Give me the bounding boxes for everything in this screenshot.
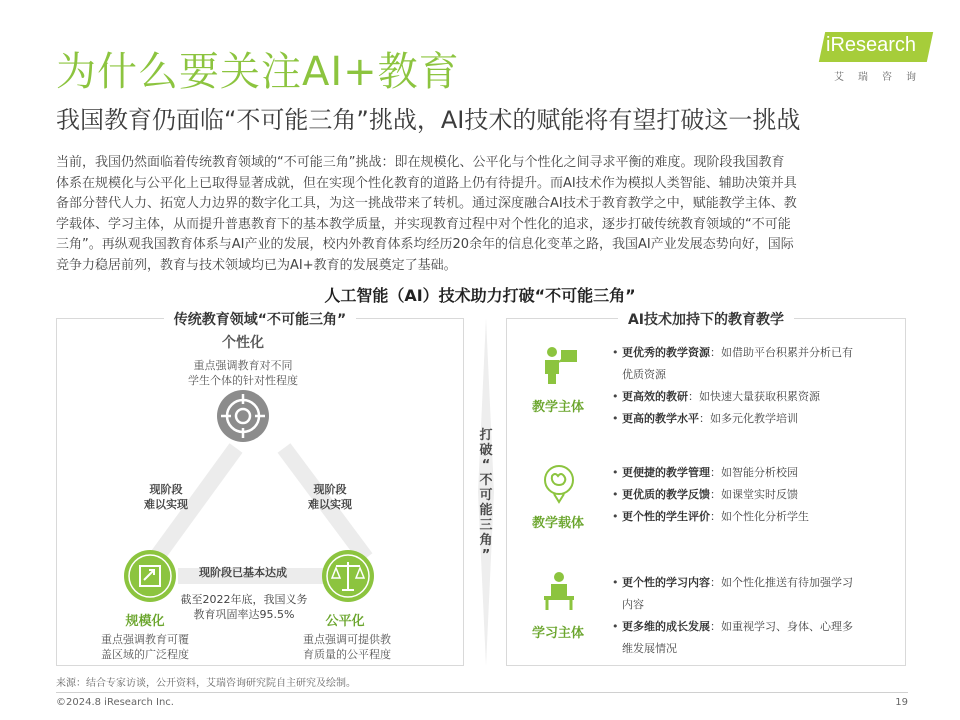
vertex-scale-label: 规模化 xyxy=(125,614,165,629)
intro-line: 当前，我国仍然面临着传统教育领域的“不可能三角”挑战：即在规模化、公平化与个性化之间寻求平衡的难度。现阶段我国教育 xyxy=(56,155,785,170)
stat-line: 教育巩固率达95.5% xyxy=(193,608,295,621)
source-note: 来源：结合专家访谈，公开资料，艾瑞咨询研究院自主研究及绘制。 xyxy=(56,678,356,689)
divider-char: “ xyxy=(481,458,491,473)
desc-line: 学生个体的针对性程度 xyxy=(188,374,298,387)
balance-scale-icon xyxy=(322,550,374,602)
desc-line: 盖区域的广泛程度 xyxy=(101,648,189,661)
desc-line: 育质量的公平程度 xyxy=(303,648,391,661)
target-icon xyxy=(217,390,269,442)
edge-line: 难以实现 xyxy=(144,498,188,511)
list-item: • 更优质的教学反馈：如课堂实时反馈 xyxy=(612,484,892,506)
teaching-carrier-list xyxy=(612,462,892,528)
page-title: 为什么要关注AI+教育 xyxy=(56,49,460,95)
divider-char: 可 xyxy=(479,488,493,503)
list-item: • 更便捷的教学管理：如智能分析校园 xyxy=(612,462,892,484)
list-item: • 更高效的教研：如快速大量获取积累资源 xyxy=(612,386,892,408)
edge-line: 难以实现 xyxy=(308,498,352,511)
page-number: 19 xyxy=(895,697,908,708)
break-impossible-triangle-text xyxy=(474,428,498,563)
edge-line: 现阶段 xyxy=(149,483,183,496)
page-subtitle: 我国教育仍面临“不可能三角”挑战，AI技术的赋能将有望打破这一挑战 xyxy=(56,106,801,134)
section-label-teaching-subject: 教学主体 xyxy=(531,400,584,415)
divider-char: 三 xyxy=(479,518,493,533)
edge-left-label xyxy=(126,482,206,512)
vertex-personalization-desc xyxy=(170,358,316,388)
footer-divider xyxy=(56,692,908,693)
edge-line: 现阶段 xyxy=(313,483,347,496)
intro-line: 三角”。再纵观我国教育体系与AI产业的发展，校内外教育体系均经历20余年的信息化变革之路，我国AI产业发展态势向好，国际 xyxy=(56,237,794,252)
list-item: • 更多维的成长发展：如重视学习、身体、心理多 维发展情况 xyxy=(612,616,892,660)
intro-line: 学载体、学习主体，从而提升普惠教育下的基本教学质量，并实现教育过程中对个性化的追求，逐步打破传统教育领域的“不可能 xyxy=(56,216,791,232)
vertex-scale-desc xyxy=(70,632,220,662)
divider-char: 打 xyxy=(479,428,493,443)
list-item: • 更个性的学生评价：如个性化分析学生 xyxy=(612,506,892,528)
compulsory-education-stat xyxy=(166,592,322,622)
desc-line: 重点强调教育可覆 xyxy=(101,633,189,646)
vertex-equity-desc xyxy=(272,632,422,662)
edge-right-label xyxy=(290,482,370,512)
right-panel-title: AI技术加持下的教育教学 xyxy=(618,312,794,328)
intro-line: 竞争力稳居前列，教育与技术领域均已为AI+教育的发展奠定了基础。 xyxy=(56,257,457,273)
teacher-icon xyxy=(538,344,580,386)
learning-subject-list xyxy=(612,572,892,660)
list-item: • 更优秀的教学资源：如借助平台积累并分析已有 优质资源 xyxy=(612,342,892,386)
desc-line: 重点强调可提供教 xyxy=(303,633,391,646)
teaching-subject-list xyxy=(612,342,892,430)
list-item: • 更个性的学习内容：如个性化推送有待加强学习 内容 xyxy=(612,572,892,616)
desc-line: 重点强调教育对不同 xyxy=(193,359,293,372)
brain-icon xyxy=(538,462,580,504)
intro-line: 备部分替代人力、拓宽人力边界的数字化工具，为这一挑战带来了转机。通过深度融合AI技术于教育教学之中，赋能教学主体、教 xyxy=(56,196,797,211)
copyright: ©2024.8 iResearch Inc. xyxy=(56,697,174,708)
vertex-personalization-label: 个性化 xyxy=(222,335,264,351)
section-label-teaching-carrier: 教学载体 xyxy=(531,516,584,531)
intro-paragraph xyxy=(56,153,908,276)
list-item: • 更高的教学水平：如多元化教学培训 xyxy=(612,408,892,430)
left-panel-title: 传统教育领域“不可能三角” xyxy=(164,312,356,328)
iresearch-logo xyxy=(812,30,934,84)
intro-line: 体系在规模化与公平化上已取得显著成就，但在实现个性化教育的道路上仍有待提升。而AI技术作为模拟人类智能、辅助决策并具 xyxy=(56,175,797,191)
vertex-equity-label: 公平化 xyxy=(325,614,365,629)
stat-line: 截至2022年底，我国义务 xyxy=(180,593,308,606)
divider-char: 能 xyxy=(479,503,493,518)
student-icon xyxy=(538,570,580,612)
logo-cn-text: 艾瑞咨询 xyxy=(834,72,930,83)
divider-char: 角 xyxy=(479,533,493,548)
logo-text: iResearch xyxy=(826,34,917,56)
diagram-title: 人工智能（AI）技术助力打破“不可能三角” xyxy=(324,286,636,305)
divider-char: 破 xyxy=(479,443,493,458)
section-label-learning-subject: 学习主体 xyxy=(531,626,584,641)
divider-char: ” xyxy=(481,548,491,563)
divider-char: 不 xyxy=(479,473,493,488)
edge-bottom-label: 现阶段已基本达成 xyxy=(199,566,287,579)
